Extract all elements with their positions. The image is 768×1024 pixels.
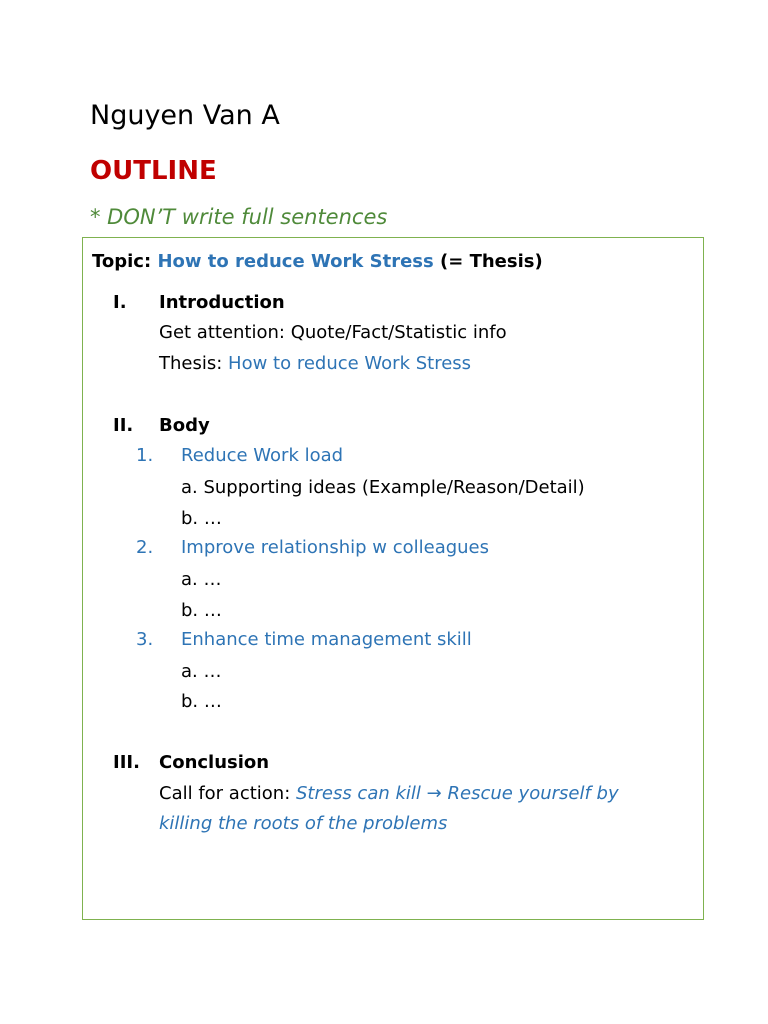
section-numeral: I. <box>113 292 127 313</box>
arrow-right-icon: → <box>426 783 442 804</box>
call-part-stress: Stress can kill <box>296 783 421 804</box>
call-part-roots: killing the roots of the problems <box>159 813 448 834</box>
section-title-introduction: Introduction <box>159 292 285 313</box>
topic-label: Topic: <box>92 251 158 272</box>
thesis-value: How to reduce Work Stress <box>228 353 472 374</box>
body-item-number: 3. <box>136 629 154 650</box>
body-item-text: Reduce Work load <box>181 445 344 466</box>
topic-value: How to reduce Work Stress <box>157 251 434 272</box>
body-sub-item: b. … <box>181 600 222 621</box>
section-title-body: Body <box>159 415 210 436</box>
outline-heading: OUTLINE <box>90 156 217 186</box>
section-title-conclusion: Conclusion <box>159 752 270 773</box>
body-item-text: Enhance time management skill <box>181 629 472 650</box>
body-sub-item: a. … <box>181 569 222 590</box>
topic-suffix: (= Thesis) <box>433 251 543 272</box>
body-item-number: 2. <box>136 537 154 558</box>
thesis-label: Thesis: <box>159 353 229 374</box>
section-numeral: III. <box>113 752 140 773</box>
body-sub-item: b. … <box>181 691 222 712</box>
body-sub-item: a. Supporting ideas (Example/Reason/Detail) <box>181 477 585 498</box>
topic-line <box>92 248 543 276</box>
intro-attention-line: Get attention: Quote/Fact/Statistic info <box>159 322 507 343</box>
call-part-rescue: Rescue yourself by <box>447 783 619 804</box>
author-name: Nguyen Van A <box>90 100 280 131</box>
call-for-action-line <box>159 780 619 808</box>
call-for-action-label: Call for action: <box>159 783 296 804</box>
body-sub-item: a. … <box>181 661 222 682</box>
section-numeral: II. <box>113 415 134 436</box>
body-item-text: Improve relationship w colleagues <box>181 537 490 558</box>
intro-thesis-line <box>159 350 471 378</box>
instruction-note: * DON’T write full sentences <box>90 205 388 229</box>
body-item-number: 1. <box>136 445 154 466</box>
body-sub-item: b. … <box>181 508 222 529</box>
